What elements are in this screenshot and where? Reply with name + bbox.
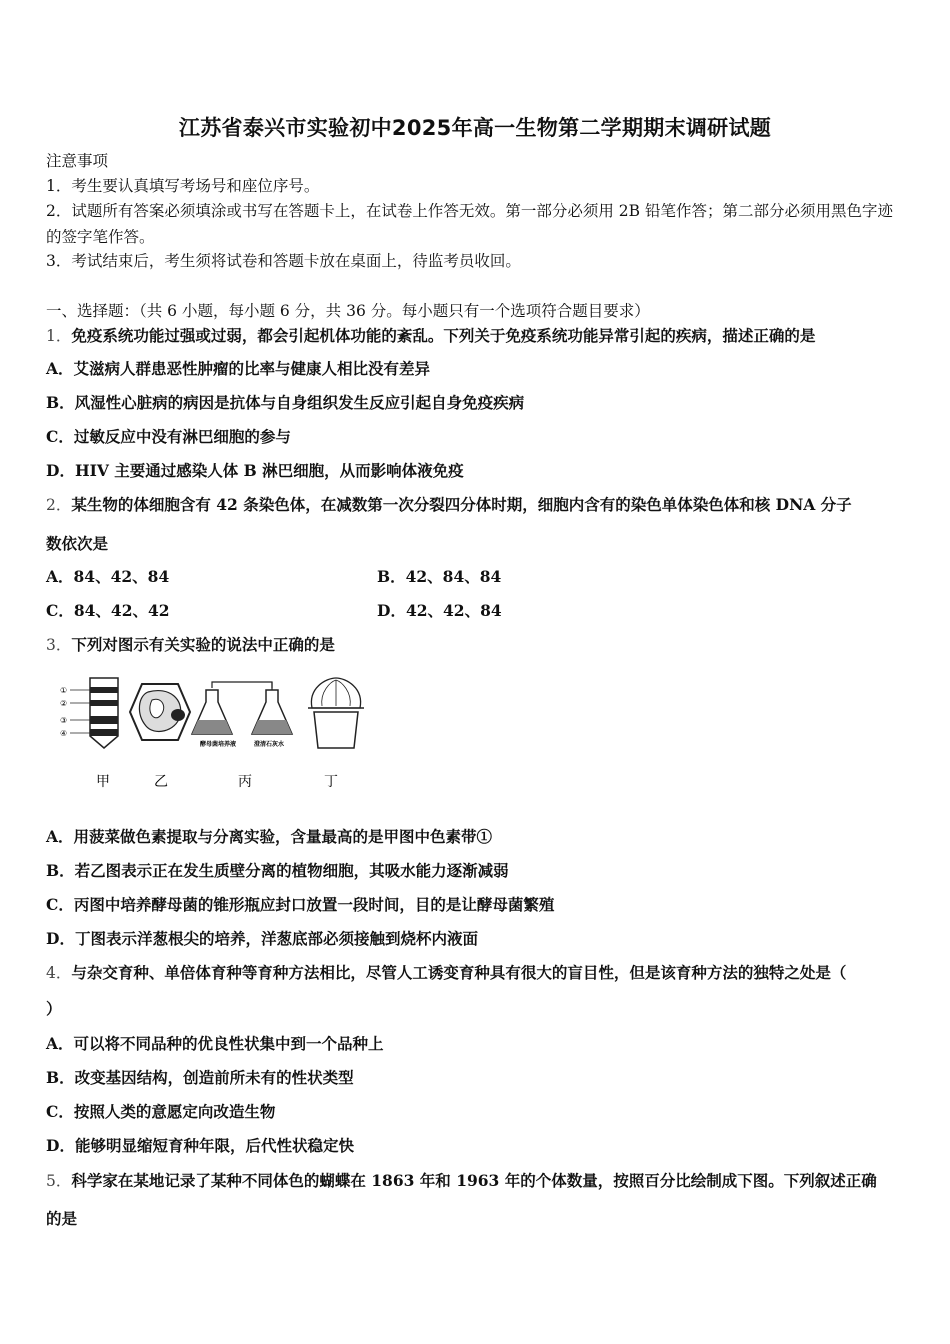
notice-item: 2．试题所有答案必须填涂或书写在答题卡上，在试卷上作答无效。第一部分必须用 2B 铅笔作答；第二部分必须用黑色字迹的签字笔作答。 — [46, 202, 893, 246]
question-number: 3． — [46, 636, 72, 654]
panel-ding-onion — [308, 678, 364, 748]
option-2d: D．42、42、84 — [377, 601, 502, 620]
option-4c: C．按照人类的意愿定向改造生物 — [46, 1102, 276, 1121]
option-1a: A．艾滋病人群患恶性肿瘤的比率与健康人相比没有差异 — [46, 359, 431, 378]
option-4a: A．可以将不同品种的优良性状集中到一个品种上 — [46, 1034, 384, 1053]
option-3b: B．若乙图表示正在发生质壁分离的植物细胞，其吸水能力逐渐减弱 — [46, 861, 509, 880]
question-3-stem — [46, 634, 908, 656]
option-2b: B．42、84、84 — [377, 567, 502, 586]
option-3c: C．丙图中培养酵母菌的锥形瓶应封口放置一段时间，目的是让酵母菌繁殖 — [46, 895, 555, 914]
question-text: 免疫系统功能过强或过弱，都会引起机体功能的紊乱。下列关于免疫系统功能异常引起的疾病，描述正确的是 — [71, 326, 816, 345]
flask-label-limewater: 澄清石灰水 — [254, 741, 285, 748]
question-text: 某生物的体细胞含有 42 条染色体，在减数第一次分裂四分体时期，细胞内含有的染色单体染色体和核 DNA 分子 — [71, 495, 852, 514]
question-2-stem-cont: 数依次是 — [46, 534, 109, 553]
question-number: 5． — [46, 1172, 72, 1190]
option-3a: A．用菠菜做色素提取与分离实验，含量最高的是甲图中色素带① — [46, 827, 493, 846]
option-3d: D．丁图表示洋葱根尖的培养，洋葱底部必须接触到烧杯内液面 — [46, 929, 478, 948]
question-text: 下列对图示有关实验的说法中正确的是 — [71, 635, 335, 654]
question-4-stem-cont: ） — [46, 999, 62, 1018]
notice-heading: 注意事项 — [46, 152, 109, 170]
option-1b: B．风湿性心脏病的病因是抗体与自身组织发生反应引起自身免疫疾病 — [46, 393, 525, 412]
page-title: 江苏省泰兴市实验初中2025年高一生物第二学期期末调研试题 — [178, 116, 772, 140]
band-label: ③ — [60, 716, 68, 725]
question-text: 科学家在某地记录了某种不同体色的蝴蝶在 1863 年和 1963 年的个体数量，按照百分比绘制成下图。下列叙述正确 — [71, 1171, 877, 1190]
experiment-figure — [50, 672, 370, 802]
question-number: 1． — [46, 327, 72, 345]
question-text: 与杂交育种、单倍体育种等育种方法相比，尽管人工诱变育种具有很大的盲目性，但是该育种方法的独特之处是（ — [71, 963, 847, 982]
option-2a: A．84、42、84 — [46, 567, 170, 586]
question-5-stem — [46, 1170, 908, 1192]
question-number: 4． — [46, 964, 72, 982]
option-2c: C．84、42、42 — [46, 601, 170, 620]
notice-item: 3．考试结束后，考生须将试卷和答题卡放在桌面上，待监考员收回。 — [46, 252, 521, 270]
panel-label: 甲 — [96, 774, 110, 790]
band-label: ④ — [60, 729, 68, 738]
option-1d: D．HIV 主要通过感染人体 B 淋巴细胞，从而影响体液免疫 — [46, 461, 464, 480]
question-4-stem — [46, 962, 908, 984]
panel-label: 丁 — [324, 774, 338, 790]
question-2-stem — [46, 494, 908, 516]
panel-bing-flasks — [192, 682, 292, 748]
panel-label: 丙 — [238, 774, 252, 790]
panel-jia-chromatography — [60, 678, 118, 748]
question-number: 2． — [46, 496, 72, 514]
section-heading: 一、选择题：（共 6 小题，每小题 6 分，共 36 分。每小题只有一个选项符合题目要求） — [46, 302, 650, 320]
band-label: ② — [60, 699, 68, 708]
panel-label: 乙 — [154, 774, 168, 790]
option-4d: D．能够明显缩短育种年限，后代性状稳定快 — [46, 1136, 354, 1155]
flask-label-yeast: 酵母菌培养液 — [200, 741, 237, 748]
question-1-stem — [46, 325, 908, 347]
option-1c: C．过敏反应中没有淋巴细胞的参与 — [46, 427, 291, 446]
band-label: ① — [60, 686, 68, 695]
option-4b: B．改变基因结构，创造前所未有的性状类型 — [46, 1068, 354, 1087]
panel-yi-plant-cell — [130, 684, 190, 740]
notice-item: 1．考生要认真填写考场号和座位序号。 — [46, 177, 320, 195]
question-5-stem-cont: 的是 — [46, 1209, 78, 1228]
